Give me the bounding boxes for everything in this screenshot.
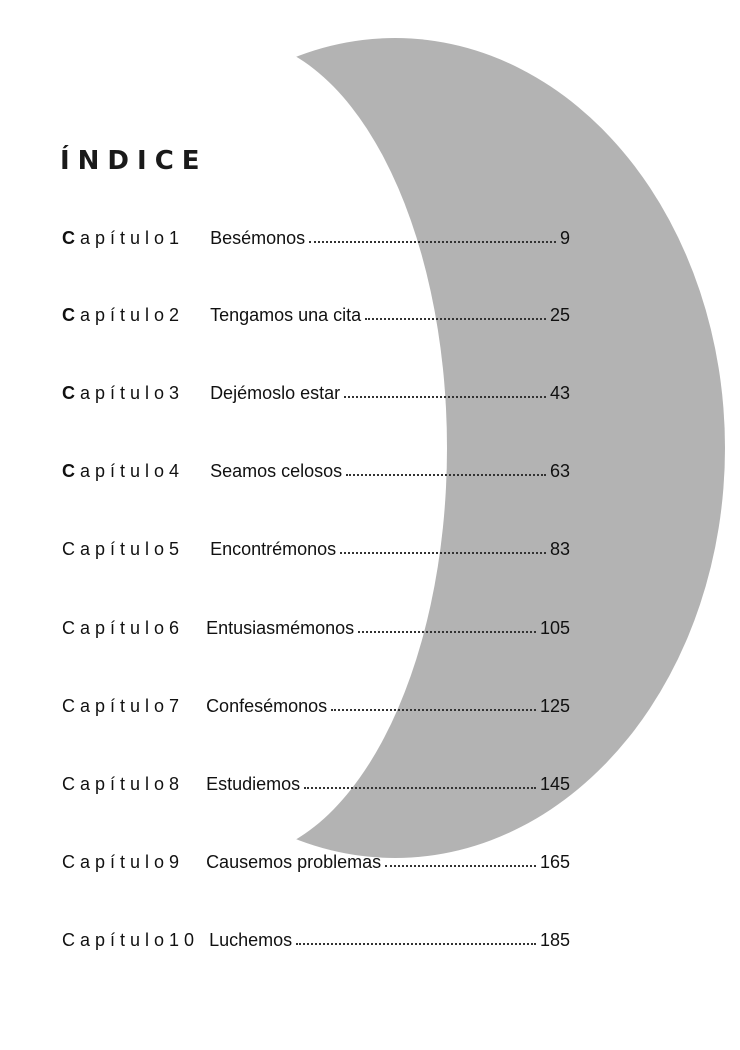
chapter-number: 1 — [169, 227, 185, 248]
chapter-label — [62, 383, 184, 404]
chapter-label — [62, 774, 184, 795]
chapter-number: 9 — [169, 851, 185, 872]
dot-leader — [331, 709, 536, 711]
page-number: 165 — [539, 851, 570, 872]
chapter-title: Seamos celosos — [210, 460, 343, 481]
chapter-label — [62, 852, 184, 873]
chapter-prefix-rest: apítulo — [80, 773, 170, 794]
chapter-label — [62, 228, 184, 249]
chapter-title: Tengamos una cita — [210, 304, 362, 325]
chapter-label — [62, 696, 184, 717]
toc-entry — [62, 925, 570, 955]
dot-leader — [340, 552, 546, 554]
page-number: 185 — [539, 929, 570, 950]
toc-entry — [62, 769, 570, 799]
dot-leader — [296, 943, 536, 945]
chapter-prefix-rest: apítulo — [80, 617, 170, 638]
dot-leader — [385, 865, 536, 867]
chapter-prefix-rest: apítulo — [80, 929, 170, 950]
chapter-title: Besémonos — [210, 227, 306, 248]
dot-leader — [365, 318, 546, 320]
chapter-label — [62, 539, 184, 560]
page-number: 105 — [539, 617, 570, 638]
chapter-prefix-initial: C — [62, 227, 80, 248]
chapter-prefix-rest: apítulo — [80, 460, 170, 481]
chapter-number: 3 — [169, 382, 185, 403]
page-number: 25 — [549, 304, 570, 325]
chapter-label — [62, 930, 199, 951]
chapter-prefix-initial: C — [62, 773, 80, 794]
toc-entry — [62, 300, 570, 330]
index-title: ÍNDICE — [60, 146, 208, 176]
page-number: 145 — [539, 773, 570, 794]
chapter-prefix-rest: apítulo — [80, 851, 170, 872]
chapter-prefix-initial: C — [62, 929, 80, 950]
page-number: 83 — [549, 538, 570, 559]
chapter-prefix-initial: C — [62, 382, 80, 403]
chapter-title: Luchemos — [209, 929, 293, 950]
chapter-label — [62, 305, 184, 326]
chapter-title: Dejémoslo estar — [210, 382, 341, 403]
chapter-title: Encontrémonos — [210, 538, 337, 559]
chapter-prefix-initial: C — [62, 695, 80, 716]
toc-entry — [62, 223, 570, 253]
page-number: 9 — [559, 227, 570, 248]
chapter-number: 5 — [169, 538, 185, 559]
chapter-prefix-initial: C — [62, 617, 80, 638]
chapter-number: 8 — [169, 773, 185, 794]
page-number: 63 — [549, 460, 570, 481]
dot-leader — [358, 631, 536, 633]
chapter-prefix-initial: C — [62, 460, 80, 481]
toc-entry — [62, 613, 570, 643]
chapter-number: 6 — [169, 617, 185, 638]
chapter-prefix-initial: C — [62, 538, 80, 559]
dot-leader — [346, 474, 546, 476]
chapter-title: Causemos problemas — [206, 851, 382, 872]
dot-leader — [344, 396, 546, 398]
dot-leader — [309, 241, 556, 243]
chapter-prefix-initial: C — [62, 851, 80, 872]
chapter-title: Confesémonos — [206, 695, 328, 716]
toc-entry — [62, 847, 570, 877]
chapter-number: 7 — [169, 695, 185, 716]
chapter-label — [62, 461, 184, 482]
chapter-number: 4 — [169, 460, 185, 481]
page-number: 43 — [549, 382, 570, 403]
chapter-title: Entusiasmémonos — [206, 617, 355, 638]
chapter-prefix-rest: apítulo — [80, 227, 170, 248]
toc-entry — [62, 378, 570, 408]
chapter-prefix-rest: apítulo — [80, 538, 170, 559]
chapter-prefix-rest: apítulo — [80, 695, 170, 716]
chapter-number: 2 — [169, 304, 185, 325]
chapter-number: 10 — [169, 929, 200, 950]
toc-entry — [62, 534, 570, 564]
dot-leader — [304, 787, 536, 789]
chapter-prefix-rest: apítulo — [80, 304, 170, 325]
chapter-title: Estudiemos — [206, 773, 301, 794]
chapter-prefix-initial: C — [62, 304, 80, 325]
toc-entry — [62, 691, 570, 721]
toc-entry — [62, 456, 570, 486]
chapter-prefix-rest: apítulo — [80, 382, 170, 403]
page-number: 125 — [539, 695, 570, 716]
chapter-label — [62, 618, 184, 639]
